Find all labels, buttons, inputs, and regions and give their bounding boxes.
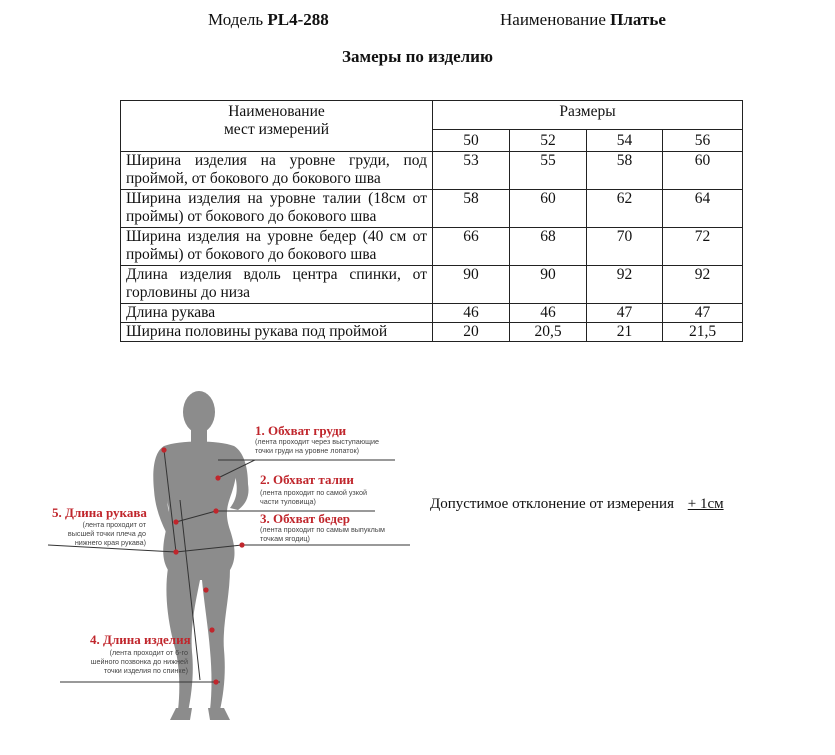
product-name-value: Платье bbox=[610, 10, 666, 29]
svg-text:части туловища): части туловища) bbox=[260, 497, 316, 506]
measurement-value: 68 bbox=[510, 228, 587, 266]
measurements-table bbox=[120, 100, 743, 342]
measurement-value: 21,5 bbox=[663, 323, 743, 342]
sizes-header: Размеры bbox=[433, 101, 743, 130]
measurement-value: 64 bbox=[663, 190, 743, 228]
measurement-value: 70 bbox=[587, 228, 663, 266]
measurement-value: 60 bbox=[510, 190, 587, 228]
table-row bbox=[121, 190, 743, 228]
table-row bbox=[121, 304, 743, 323]
measurement-value: 46 bbox=[433, 304, 510, 323]
svg-text:1. Обхват груди: 1. Обхват груди bbox=[255, 423, 347, 438]
model-line bbox=[208, 10, 329, 30]
tolerance-note bbox=[430, 496, 724, 513]
measurement-name: Длина изделия вдоль центра спинки, от горловины до низа bbox=[121, 266, 433, 304]
product-name-label: Наименование bbox=[500, 10, 606, 29]
page-title: Замеры по изделию bbox=[342, 47, 493, 66]
body-measurement-figure bbox=[40, 380, 420, 730]
svg-text:5. Длина рукава: 5. Длина рукава bbox=[52, 505, 147, 520]
table-row bbox=[121, 323, 743, 342]
measurement-value: 62 bbox=[587, 190, 663, 228]
measurement-value: 92 bbox=[587, 266, 663, 304]
model-value: PL4-288 bbox=[267, 10, 329, 29]
table-row bbox=[121, 152, 743, 190]
size-cell: 54 bbox=[587, 130, 663, 152]
svg-text:(лента проходит по самой узкой: (лента проходит по самой узкой bbox=[260, 488, 367, 497]
model-label: Модель bbox=[208, 10, 264, 29]
size-cell: 56 bbox=[663, 130, 743, 152]
measurement-name: Ширина изделия на уровне талии (18см от проймы) от бокового до бокового шва bbox=[121, 190, 433, 228]
svg-text:(лента проходит по самым выпук: (лента проходит по самым выпуклым bbox=[260, 525, 385, 534]
svg-text:3. Обхват бедер: 3. Обхват бедер bbox=[260, 511, 350, 526]
measurement-value: 60 bbox=[663, 152, 743, 190]
measurement-value: 58 bbox=[587, 152, 663, 190]
measurement-name: Длина рукава bbox=[121, 304, 433, 323]
label-hips bbox=[260, 511, 385, 543]
svg-text:(лента проходит через выступаю: (лента проходит через выступающие bbox=[255, 437, 380, 446]
measurement-name: Ширина изделия на уровне груди, под проймой, от бокового до бокового шва bbox=[121, 152, 433, 190]
measurement-value: 53 bbox=[433, 152, 510, 190]
svg-text:точки изделия по спинке): точки изделия по спинке) bbox=[103, 666, 188, 675]
svg-text:(лента проходит от 6-го: (лента проходит от 6-го bbox=[109, 648, 188, 657]
product-name-line bbox=[500, 10, 666, 30]
svg-text:2. Обхват талии: 2. Обхват талии bbox=[260, 472, 354, 487]
svg-text:(лента проходит от: (лента проходит от bbox=[82, 520, 146, 529]
measurement-value: 66 bbox=[433, 228, 510, 266]
table-row bbox=[121, 228, 743, 266]
svg-text:точки груди на уровне лопаток): точки груди на уровне лопаток) bbox=[255, 446, 360, 455]
measurement-value: 92 bbox=[663, 266, 743, 304]
svg-text:шейного позвонка до нижней: шейного позвонка до нижней bbox=[90, 657, 188, 666]
measurement-value: 20 bbox=[433, 323, 510, 342]
measurement-value: 90 bbox=[433, 266, 510, 304]
table-header-row bbox=[121, 101, 743, 130]
svg-text:4. Длина изделия: 4. Длина изделия bbox=[90, 632, 191, 647]
measurement-value: 58 bbox=[433, 190, 510, 228]
measurement-value: 55 bbox=[510, 152, 587, 190]
measurement-value: 47 bbox=[587, 304, 663, 323]
size-cell: 50 bbox=[433, 130, 510, 152]
size-cell: 52 bbox=[510, 130, 587, 152]
svg-text:высшей точки плеча до: высшей точки плеча до bbox=[67, 529, 146, 538]
label-sleeve-length bbox=[52, 505, 147, 547]
measurement-name-header: Наименование мест измерений bbox=[121, 101, 433, 152]
measurement-value: 47 bbox=[663, 304, 743, 323]
tolerance-value: + 1см bbox=[687, 496, 724, 512]
measurement-value: 21 bbox=[587, 323, 663, 342]
label-garment-length bbox=[90, 632, 191, 675]
label-chest bbox=[255, 423, 379, 455]
measurement-name: Ширина изделия на уровне бедер (40 см от проймы) от бокового до бокового шва bbox=[121, 228, 433, 266]
measurement-name: Ширина половины рукава под проймой bbox=[121, 323, 433, 342]
svg-text:нижнего края рукава): нижнего края рукава) bbox=[74, 538, 146, 547]
tolerance-text: Допустимое отклонение от измерения bbox=[430, 496, 674, 512]
measurement-value: 90 bbox=[510, 266, 587, 304]
measurement-value: 20,5 bbox=[510, 323, 587, 342]
table-row bbox=[121, 266, 743, 304]
measurement-value: 46 bbox=[510, 304, 587, 323]
svg-text:точкам ягодиц): точкам ягодиц) bbox=[260, 534, 310, 543]
measurement-value: 72 bbox=[663, 228, 743, 266]
label-waist bbox=[260, 472, 367, 506]
